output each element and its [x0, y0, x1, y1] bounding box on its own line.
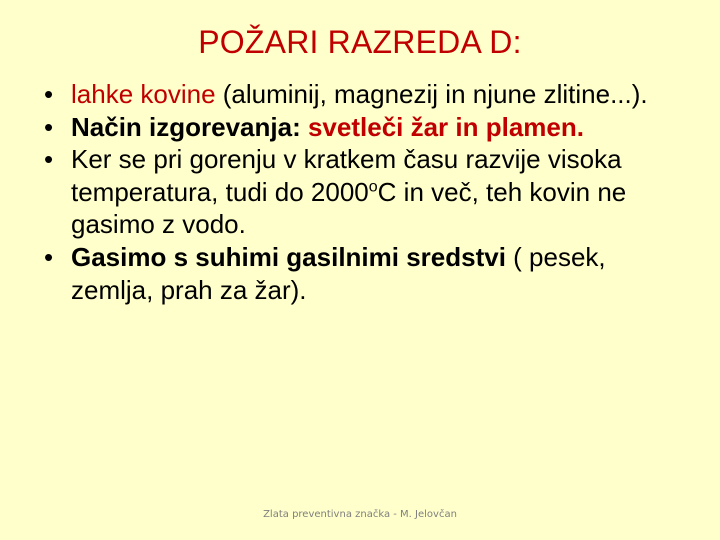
bullet-text-light-metals: (aluminij, magnezij in njune zlitine...).	[215, 79, 648, 109]
bullet-text-temperature-b: C in več, teh kovin ne gasimo z vodo.	[71, 176, 627, 240]
bullet-separator	[301, 112, 308, 142]
bullet-marker: •	[44, 111, 54, 142]
bullet-item-light-metals	[44, 78, 694, 111]
bullet-lead-light-metals: lahke kovine	[71, 79, 216, 109]
bullet-item-temperature	[44, 143, 694, 241]
degree-superscript: o	[368, 178, 378, 196]
bullet-lead-combustion: Način izgorevanja:	[71, 111, 301, 142]
bullet-marker: •	[44, 241, 54, 272]
bullet-lead-extinguishing: Gasimo s suhimi gasilnimi sredstvi	[71, 241, 506, 272]
slide-footer: Zlata preventivna značka - M. Jelovčan	[263, 509, 457, 520]
slide-title: POŽARI RAZREDA D:	[198, 24, 522, 60]
bullet-highlight-combustion: svetleči žar in plamen.	[307, 111, 584, 142]
bullet-text-extinguishing: ( pesek, zemlja, prah za žar).	[71, 241, 606, 305]
bullet-text-temperature-a: Ker se pri gorenju v kratkem času razvije visoka temperatura, tudi do 2000	[71, 144, 622, 207]
bullet-item-combustion	[44, 111, 694, 144]
bullet-list	[44, 78, 694, 306]
bullet-marker: •	[44, 144, 54, 175]
bullet-item-extinguishing	[44, 241, 694, 306]
bullet-marker: •	[44, 79, 54, 109]
